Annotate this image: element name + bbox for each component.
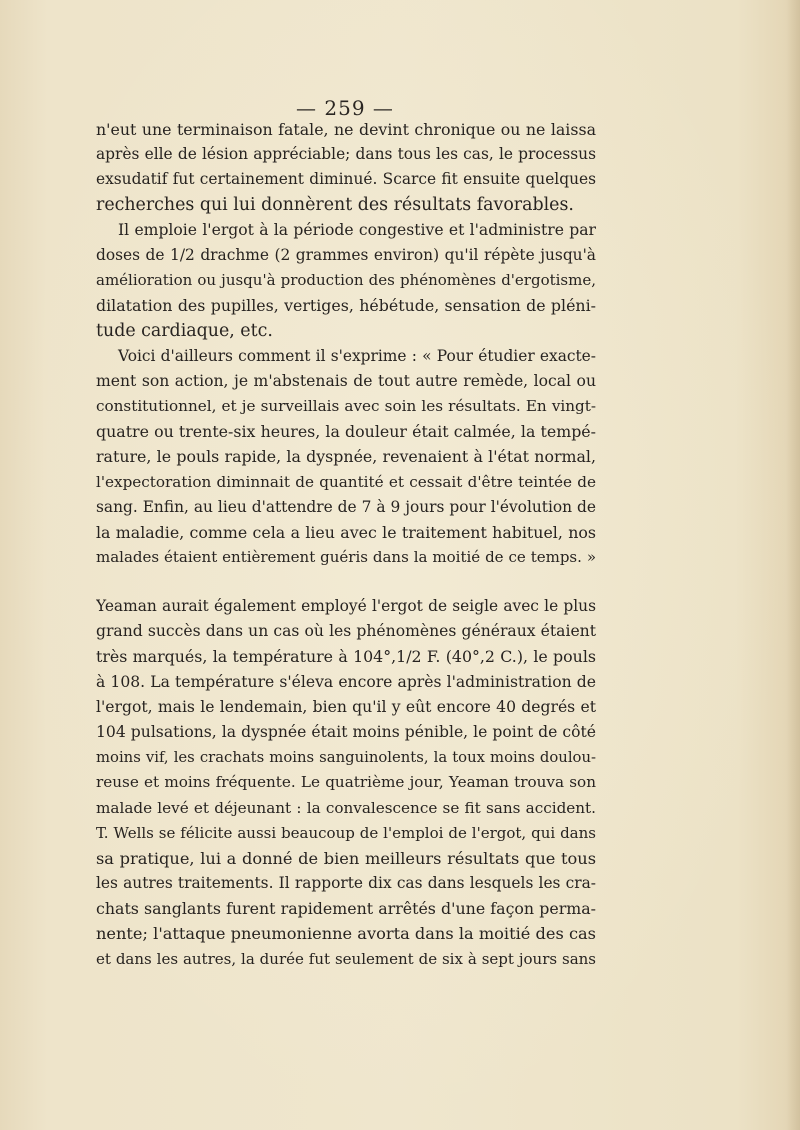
text-line: malade levé et déjeunant : la convalescence se fit sans accident.	[96, 798, 596, 817]
text-line: constitutionnel, et je surveillais avec soin les résultats. En vingt-	[96, 397, 596, 416]
text-line: dilatation des pupilles, vertiges, hébétude, sensation de pléni-	[96, 296, 596, 316]
text-line: Voici d'ailleurs comment il s'exprime : « Pour étudier exacte-	[118, 346, 596, 365]
text-line: nente; l'attaque pneumonienne avorta dans la moitié des cas	[96, 924, 596, 944]
text-line: l'expectoration diminnait de quantité et cessait d'être teintée de	[96, 472, 596, 491]
text-line: quatre ou trente-six heures, la douleur était calmée, la tempé-	[96, 422, 596, 442]
page-number: — 259 —	[296, 96, 394, 120]
text-line: grand succès dans un cas où les phénomènes généraux étaient	[96, 622, 596, 641]
paragraph	[96, 117, 596, 218]
text-line: doses de 1/2 drachme (2 grammes environ) qu'il répète jusqu'à	[96, 245, 596, 264]
text-line: la maladie, comme cela a lieu avec le traitement habituel, nos	[96, 523, 596, 542]
text-line: moins vif, les crachats moins sanguinolents, la toux moins doulou-	[96, 749, 596, 767]
text-line: l'ergot, mais le lendemain, bien qu'il y eût encore 40 degrés et	[96, 697, 596, 716]
text-line: amélioration ou jusqu'à production des phénomènes d'ergotisme,	[96, 271, 596, 290]
text-line: malades étaient entièrement guéris dans la moitié de ce temps. »	[96, 548, 596, 567]
text-block-lower	[96, 594, 596, 972]
text-line: 104 pulsations, la dyspnée était moins pénible, le point de côté	[96, 722, 596, 741]
text-line: très marqués, la température à 104°,1/2 F. (40°,2 C.), le pouls	[96, 647, 596, 667]
text-line: les autres traitements. Il rapporte dix cas dans lesquels les cra-	[96, 874, 596, 893]
text-line: Yeaman aurait également employé l'ergot de seigle avec le plus	[96, 597, 596, 615]
text-line: à 108. La température s'éleva encore après l'administration de	[96, 672, 596, 691]
paragraph	[96, 594, 596, 972]
text-line: et dans les autres, la durée fut seulement de six à sept jours sans	[96, 949, 596, 968]
text-line: ment son action, je m'abstenais de tout autre remède, local ou	[96, 371, 596, 390]
text-line: chats sanglants furent rapidement arrêtés d'une façon perma-	[96, 899, 596, 919]
text-line: rature, le pouls rapide, la dyspnée, revenaient à l'état normal,	[96, 447, 596, 467]
text-block-upper	[96, 117, 596, 570]
text-line: T. Wells se félicite aussi beaucoup de l'emploi de l'ergot, qui dans	[96, 823, 596, 842]
text-line: sang. Enfin, au lieu d'attendre de 7 à 9 jours pour l'évolution de	[96, 497, 596, 516]
paragraph	[96, 218, 596, 344]
text-line: recherches qui lui donnèrent des résultats favorables.	[96, 194, 574, 215]
text-line: n'eut une terminaison fatale, ne devint chronique ou ne laissa	[96, 120, 596, 139]
text-line: sa pratique, lui a donné de bien meilleurs résultats que tous	[96, 848, 596, 868]
text-line: après elle de lésion appréciable; dans tous les cas, le processus	[96, 145, 596, 164]
page-edge-shadow	[786, 0, 800, 1130]
paragraph	[96, 344, 596, 571]
text-line: Il emploie l'ergot à la période congestive et l'administre par	[118, 220, 596, 239]
text-line: exsudatif fut certainement diminué. Scarce fit ensuite quelques	[96, 170, 596, 189]
text-line: tude cardiaque, etc.	[96, 320, 273, 341]
text-line: reuse et moins fréquente. Le quatrième jour, Yeaman trouva son	[96, 773, 596, 792]
